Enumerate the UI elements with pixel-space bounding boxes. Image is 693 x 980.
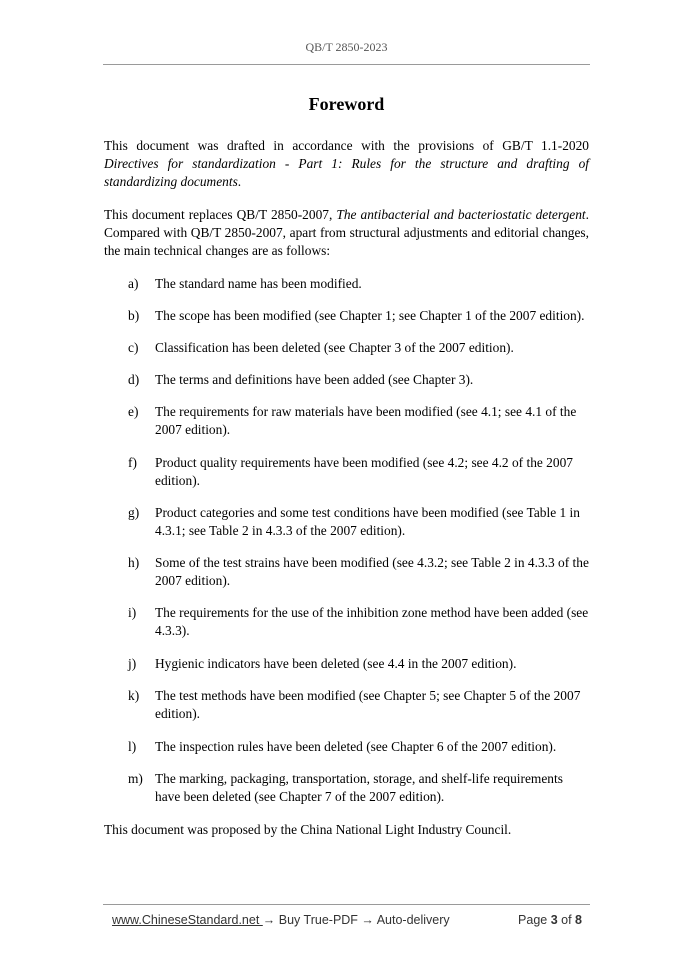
- list-text: The scope has been modified (see Chapter 1; see Chapter 1 of the 2007 edition).: [155, 308, 585, 323]
- list-marker: m): [128, 771, 143, 786]
- list-marker: c): [128, 340, 139, 355]
- intro-p2-end: . Compared with QB/T 2850-2007, apart from structural adjustments and editorial changes, the main technical changes are as follows:: [104, 207, 589, 258]
- intro-p1-end: .: [237, 174, 242, 189]
- list-text: The inspection rules have been deleted (see Chapter 6 of the 2007 edition).: [155, 739, 557, 754]
- footer-divider: [103, 904, 590, 905]
- list-text: Hygienic indicators have been deleted (see 4.4 in the 2007 edition).: [155, 656, 517, 671]
- list-text: Product quality requirements have been modified (see 4.2; see 4.2 of the 2007 edition).: [155, 455, 573, 488]
- intro-p2-lead: This document replaces QB/T 2850-2007,: [104, 207, 337, 222]
- list-text: The requirements for the use of the inhibition zone method have been added (see 4.3.3).: [155, 605, 589, 638]
- intro-p2-italic-title: The antibacterial and bacteriostatic detergent: [336, 207, 586, 222]
- list-marker: l): [128, 739, 137, 754]
- list-text: The standard name has been modified.: [155, 276, 362, 291]
- page-of-label: of: [557, 913, 576, 927]
- page-label: Page: [518, 913, 551, 927]
- list-marker: j): [128, 656, 137, 671]
- list-text: The requirements for raw materials have been modified (see 4.1; see 4.1 of the 2007 edition).: [155, 404, 577, 437]
- page-title: Foreword: [308, 94, 385, 114]
- site-link[interactable]: www.ChineseStandard.net: [112, 913, 263, 927]
- list-marker: k): [128, 688, 140, 703]
- list-marker: a): [128, 276, 139, 291]
- document-code-header: QB/T 2850-2023: [305, 40, 388, 54]
- page-indicator: [518, 913, 582, 927]
- list-text: The marking, packaging, transportation, storage, and shelf-life requirements have been deleted (see Chapter 7 of the 2007 edition).: [155, 771, 563, 804]
- list-text: Some of the test strains have been modified (see 4.3.2; see Table 2 in 4.3.3 of the 2007 edition).: [155, 555, 589, 588]
- list-marker: d): [128, 372, 140, 387]
- footer-promo: [112, 913, 450, 927]
- current-page-number: 3: [550, 913, 558, 927]
- intro-paragraph-1: [104, 137, 589, 191]
- closing-paragraph: This document was proposed by the China National Light Industry Council.: [104, 822, 512, 837]
- promo-text: → Buy True-PDF → Auto-delivery: [262, 913, 450, 927]
- list-marker: g): [128, 505, 140, 520]
- list-marker: h): [128, 555, 140, 570]
- intro-p1-italic-title: Directives for standardization - Part 1: Rules for the structure and drafting of standardizing documents: [104, 156, 589, 189]
- list-text: The test methods have been modified (see Chapter 5; see Chapter 5 of the 2007 edition).: [155, 688, 581, 721]
- list-marker: e): [128, 404, 139, 419]
- total-pages-number: 8: [575, 913, 582, 927]
- list-marker: b): [128, 308, 140, 323]
- list-marker: f): [128, 455, 137, 470]
- intro-p1-lead: This document was drafted in accordance with the provisions of GB/T 1.1-2020: [104, 138, 589, 153]
- list-text: Product categories and some test conditions have been modified (see Table 1 in 4.3.1; see Table 2 in 4.3.3 of the 2007 edition).: [155, 505, 580, 538]
- list-marker: i): [128, 605, 137, 620]
- list-text: Classification has been deleted (see Chapter 3 of the 2007 edition).: [155, 340, 514, 355]
- intro-paragraph-2: [104, 206, 589, 260]
- list-text: The terms and definitions have been added (see Chapter 3).: [155, 372, 474, 387]
- header-divider: [103, 64, 590, 65]
